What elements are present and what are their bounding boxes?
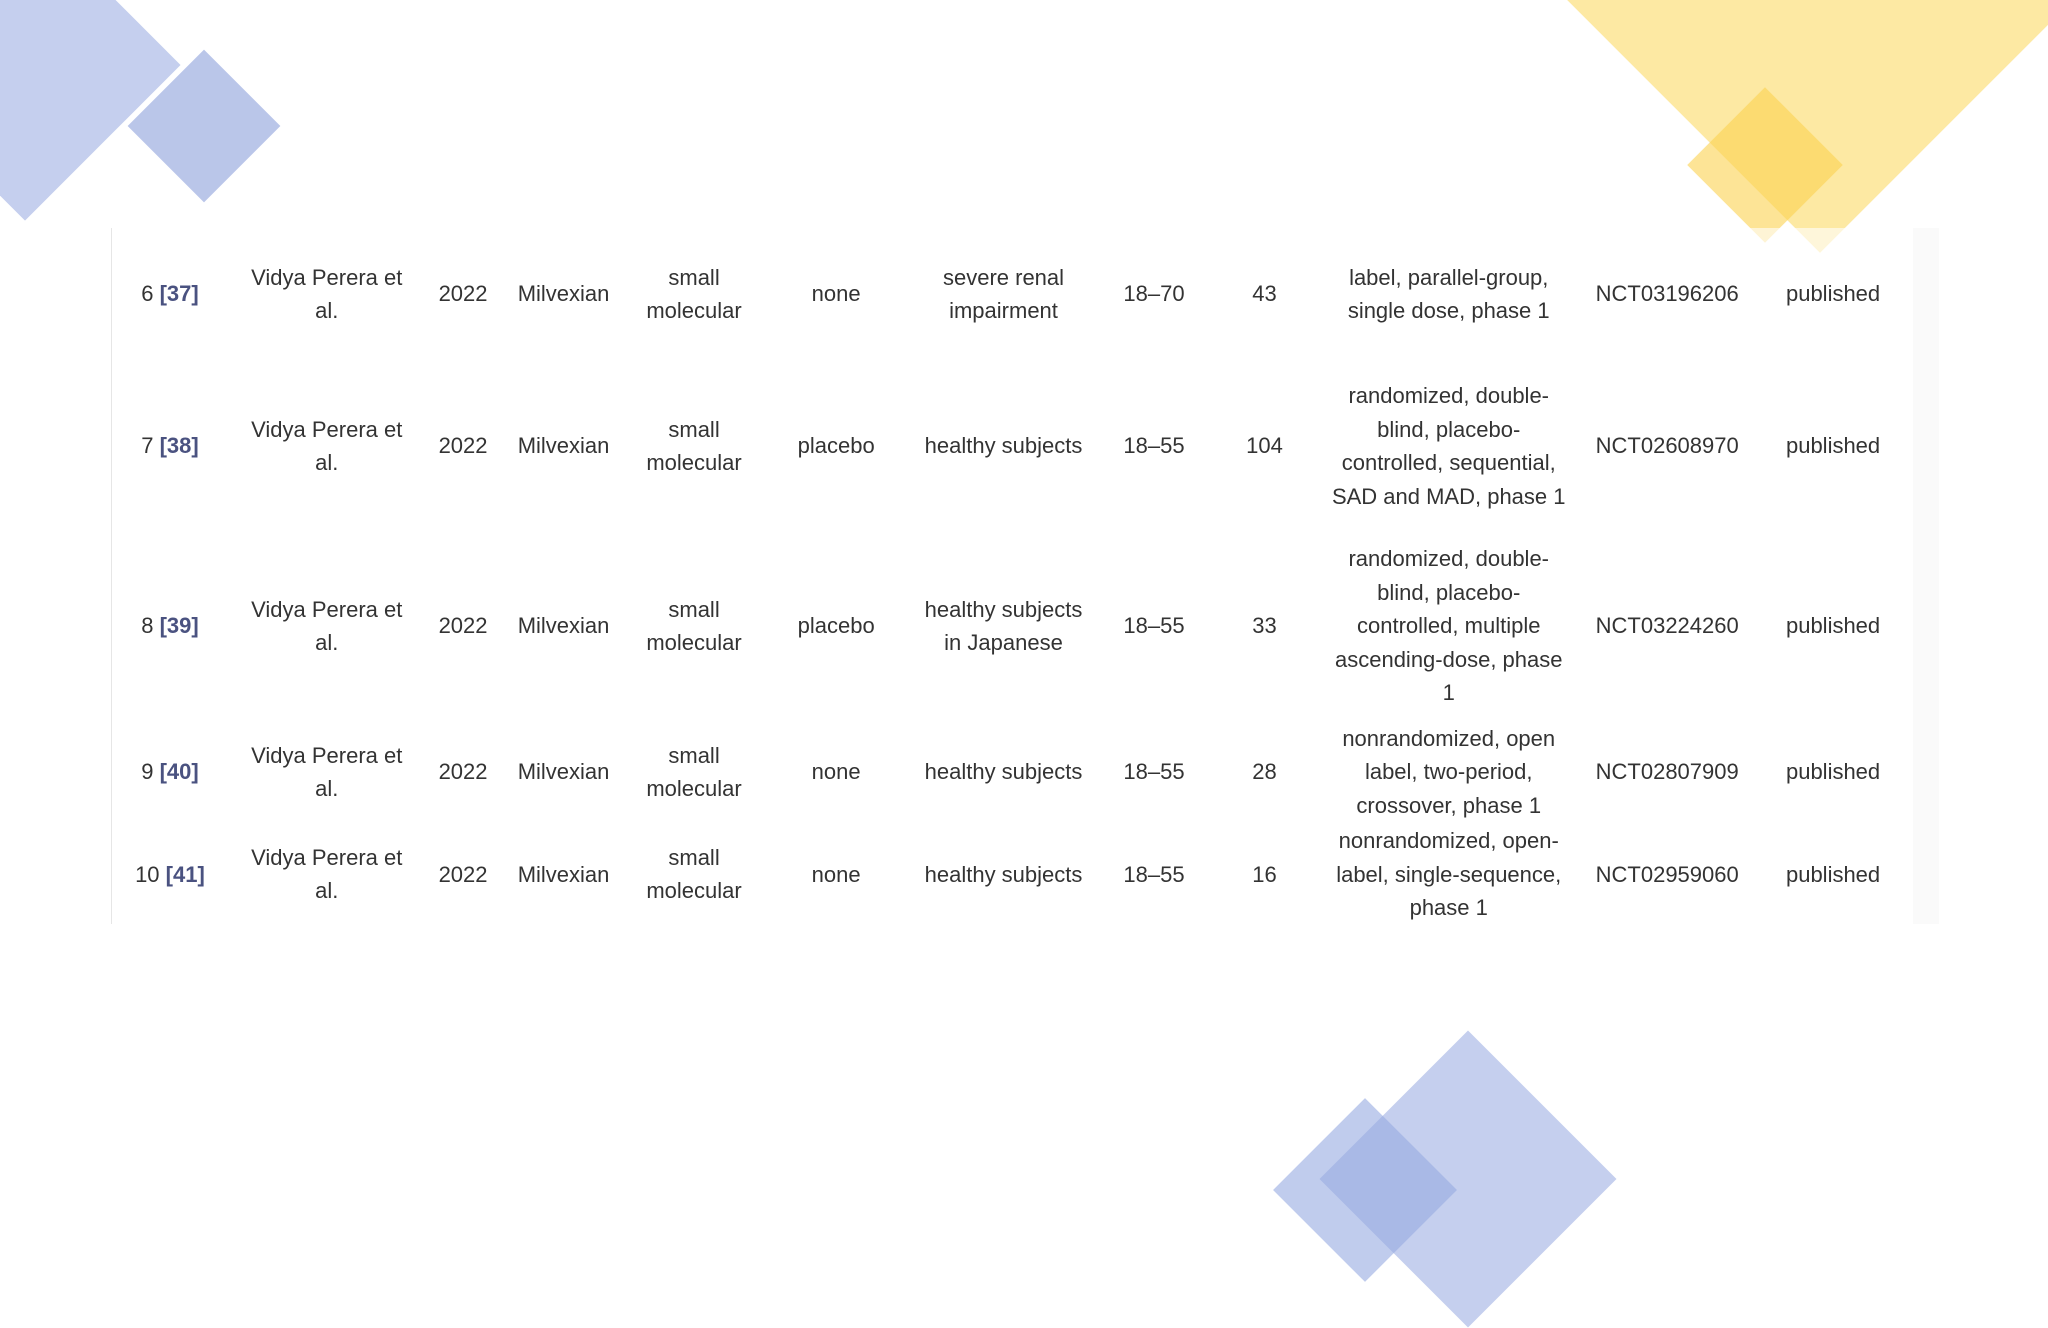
table-row [111, 532, 1911, 720]
reference-link[interactable]: [37] [159, 281, 199, 307]
cell-control: none [811, 861, 861, 887]
cell-population: healthy subjects [924, 433, 1083, 459]
cell-author: Vidya Perera et al. [251, 596, 403, 655]
cell-year: 2022 [438, 281, 488, 307]
cell-author: Vidya Perera et al. [251, 416, 403, 475]
cell-drug: Milvexian [517, 861, 610, 887]
cell-year: 2022 [438, 433, 488, 459]
cell-drug-type: small molecular [646, 596, 742, 655]
cell-nct: NCT03196206 [1595, 281, 1739, 307]
table-row [111, 228, 1911, 360]
cell-author: Vidya Perera et al. [251, 264, 403, 323]
cell-author: Vidya Perera et al. [251, 742, 403, 801]
cell-age: 18–55 [1123, 861, 1185, 887]
cell-design: randomized, double-blind, placebo-controlled, multiple ascending-dose, phase 1 [1334, 546, 1563, 706]
cell-population: healthy subjects in Japanese [924, 596, 1083, 655]
cell-nct: NCT02608970 [1595, 433, 1739, 459]
cell-year: 2022 [438, 613, 488, 639]
cell-study-number: 9 [40] [141, 759, 199, 785]
cell-status: published [1785, 759, 1881, 785]
cell-age: 18–55 [1123, 759, 1185, 785]
cell-year: 2022 [438, 759, 488, 785]
cell-sample-size: 104 [1246, 433, 1283, 459]
cell-study-number: 8 [39] [141, 613, 199, 639]
cell-author: Vidya Perera et al. [251, 844, 403, 904]
cell-status: published [1785, 281, 1881, 307]
cell-drug-type: small molecular [646, 416, 742, 475]
cell-design: label, parallel-group, single dose, phase 1 [1347, 264, 1550, 323]
cell-control: none [811, 281, 861, 307]
cell-status: published [1785, 861, 1881, 887]
cell-drug: Milvexian [517, 759, 610, 785]
cell-sample-size: 43 [1252, 281, 1277, 307]
cell-nct: NCT03224260 [1595, 613, 1739, 639]
cell-age: 18–70 [1123, 281, 1185, 307]
cell-drug: Milvexian [517, 281, 610, 307]
cell-control: none [811, 759, 861, 785]
table-row [111, 720, 1911, 824]
cell-control: placebo [797, 433, 875, 459]
reference-link[interactable]: [38] [159, 433, 199, 459]
cell-control: placebo [797, 613, 875, 639]
cell-status: published [1785, 613, 1881, 639]
reference-link[interactable]: [39] [159, 613, 199, 639]
reference-link[interactable]: [41] [165, 861, 205, 887]
cell-sample-size: 16 [1252, 861, 1277, 887]
cell-study-number: 10 [41] [135, 861, 205, 887]
cell-design: randomized, double-blind, placebo-controlled, sequential, SAD and MAD, phase 1 [1331, 383, 1566, 509]
cell-study-number: 6 [37] [141, 281, 199, 307]
table-row [111, 360, 1911, 532]
reference-link[interactable]: [40] [159, 759, 199, 785]
cell-drug-type: small molecular [646, 844, 742, 904]
cell-drug-type: small molecular [646, 264, 742, 323]
cell-population: severe renal impairment [942, 264, 1065, 323]
cell-design: nonrandomized, open label, two-period, crossover, phase 1 [1342, 725, 1556, 818]
cell-nct: NCT02807909 [1595, 759, 1739, 785]
cell-drug: Milvexian [517, 433, 610, 459]
cell-nct: NCT02959060 [1595, 861, 1739, 887]
cell-age: 18–55 [1123, 613, 1185, 639]
table-row [111, 824, 1911, 924]
cell-design: nonrandomized, open-label, single-sequence, phase 1 [1336, 828, 1562, 920]
cell-status: published [1785, 433, 1881, 459]
cell-sample-size: 33 [1252, 613, 1277, 639]
cell-study-number: 7 [38] [141, 433, 199, 459]
table-container [111, 228, 1939, 924]
cell-population: healthy subjects [924, 759, 1083, 785]
trials-table [111, 228, 1911, 924]
cell-drug: Milvexian [517, 613, 610, 639]
cell-drug-type: small molecular [646, 742, 742, 801]
cell-year: 2022 [438, 861, 488, 887]
cell-population: healthy subjects [924, 861, 1083, 887]
cell-age: 18–55 [1123, 433, 1185, 459]
cell-sample-size: 28 [1252, 759, 1277, 785]
